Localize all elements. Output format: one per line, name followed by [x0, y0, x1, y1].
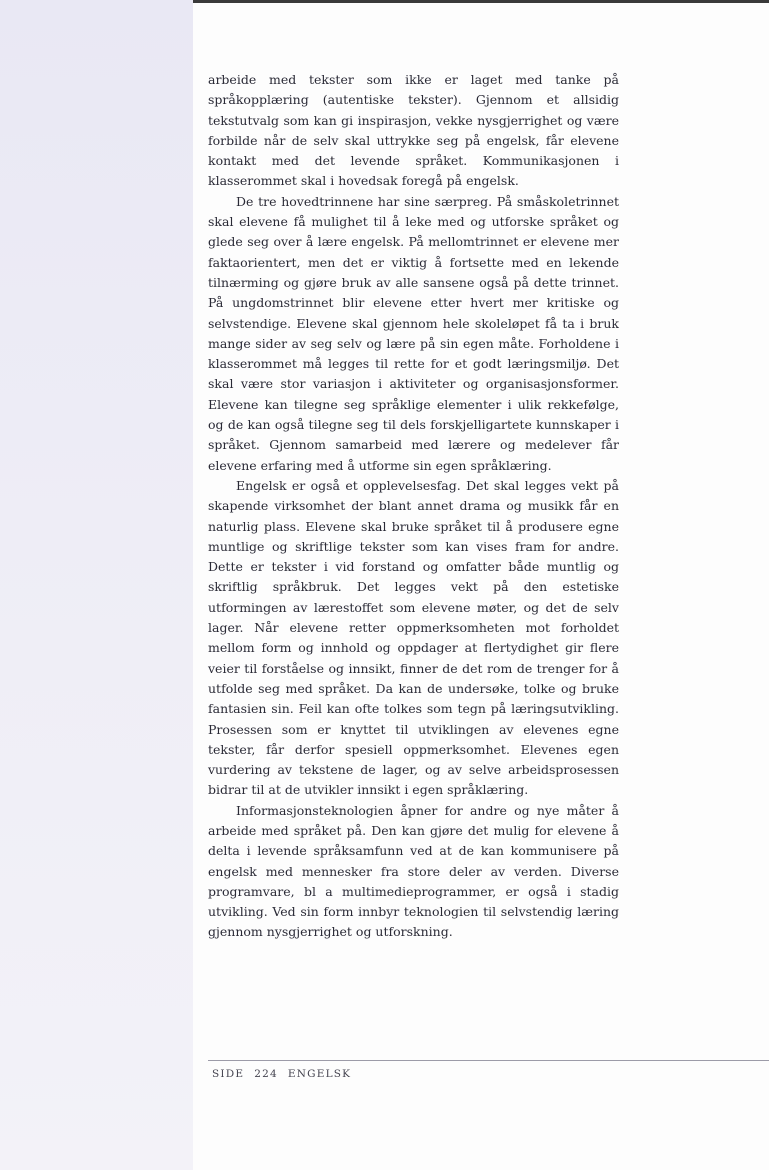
paragraph-3: Engelsk er også et opplevelsesfag. Det skal legges vekt på skapende virksomhet der blant annet drama og musikk får en naturlig plass. Elevene skal bruke språket til å produsere egne muntlige og skriftlige tekster som kan vises fram for andre. Dette er tekster i vid forstand og omfatter både muntlig og skriftlig språkbruk. Det legges vekt på den estetiske utformingen av lærestoffet som elevene møter, og det de selv lager. Når elevene retter oppmerksomheten mot forholdet mellom form og innhold og oppdager at flertydighet gir flere veier til forståelse og innsikt, finner de det rom de trenger for å utfolde seg med språket. Da kan de undersøke, tolke og bruke fantasien sin. Feil kan ofte tolkes som tegn på læringsutvikling. Prosessen som er knyttet til utviklingen av elevenes egne tekster, får derfor spesiell oppmerksomhet. Elevenes egen vurdering av tekstene de lager, og av selve arbeidsprosessen bidrar til at de utvikler innsikt i egen språklæring.	[208, 477, 619, 798]
left-margin-band	[0, 0, 193, 1170]
paragraph-4: Informasjonsteknologien åpner for andre og nye måter å arbeide med språket på. Den kan gjøre det mulig for elevene å delta i levende språksamfunn ved at de kan kommunisere på engelsk med mennesker fra store deler av verden. Diverse programvare, bl a multimedieprogrammer, er også i stadig utvikling. Ved sin form innbyr teknologien til selvstendig læring gjennom nysgjerrighet og utforskning.	[208, 802, 619, 940]
page-footer	[212, 1068, 361, 1080]
footer-page-number: 224	[254, 1068, 278, 1080]
footer-subject: ENGELSK	[287, 1068, 352, 1080]
footer-rule	[208, 1060, 769, 1061]
paragraph-2: De tre hovedtrinnene har sine særpreg. På småskoletrinnet skal elevene få mulighet til å leke med og utforske språket og glede seg over å lære engelsk. På mellomtrinnet er elevene mer faktaorientert, men det er viktig å fortsette med en lekende tilnærming og gjøre bruk av alle sansene også på dette trinnet. På ungdomstrinnet blir elevene etter hvert mer kritiske og selvstendige. Elevene skal gjennom hele skoleløpet få ta i bruk mange sider av seg selv og lære på sin egen måte. Forholdene i klasserommet må legges til rette for et godt læringsmiljø. Det skal være stor variasjon i aktiviteter og organisasjonsformer. Elevene kan tilegne seg språklige elementer i ulik rekkefølge, og de kan også tilegne seg til dels forskjelligartete kunnskaper i språket. Gjennom samarbeid med lærere og medelever får elevene erfaring med å utforme sin egen språklæring.	[208, 193, 619, 473]
body-text	[208, 70, 619, 943]
footer-side-label: SIDE	[212, 1068, 245, 1080]
paragraph-1: arbeide med tekster som ikke er laget med tanke på språkopplæring (autentiske tekster). Gjennom et allsidig tekstutvalg som kan gi inspirasjon, vekke nysgjerrighet og være forbilde når de selv skal uttrykke seg på engelsk, får elevene kontakt med det levende språket. Kommunikasjonen i klasserommet skal i hovedsak foregå på engelsk.	[208, 72, 619, 189]
